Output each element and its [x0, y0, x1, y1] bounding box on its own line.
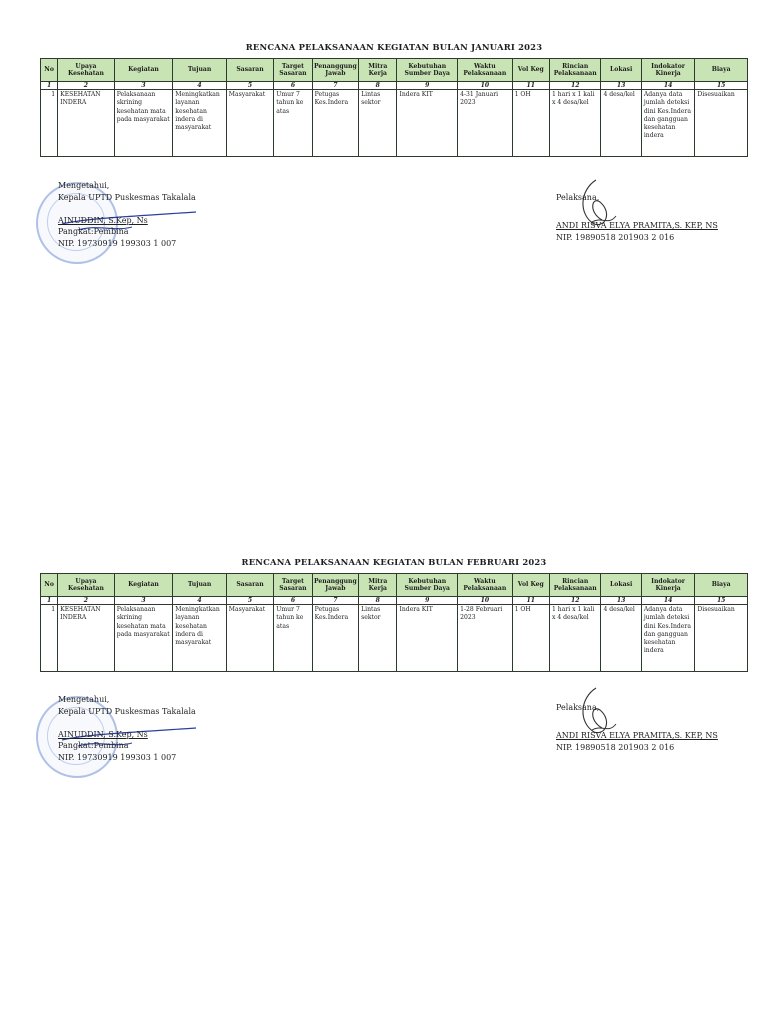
cell-no: 1: [41, 605, 58, 672]
col-header-upaya: Upaya Kesehatan: [58, 59, 115, 82]
col-header-rincian: Rincian Pelaksanaan: [549, 59, 601, 82]
col-number: 11: [512, 82, 549, 90]
cell-waktu: 4-31 Januari 2023: [458, 90, 513, 157]
col-number: 13: [601, 82, 641, 90]
col-number: 15: [695, 597, 748, 605]
executor-label: Pelaksana,: [556, 193, 600, 202]
executor-name: ANDI RISVA ELYA PRAMITA,S. KEP, NS: [556, 730, 718, 740]
col-header-tujuan: Tujuan: [173, 574, 227, 597]
cell-biaya: Disesuaikan: [695, 90, 748, 157]
col-header-waktu: Waktu Pelaksanaan: [458, 59, 513, 82]
col-header-penanggung: Penanggung Jawab: [312, 59, 358, 82]
executor-nip: NIP. 19890518 201903 2 016: [556, 742, 675, 752]
col-number: 3: [114, 82, 173, 90]
col-header-kebutuhan: Kebutuhan Sumber Daya: [397, 59, 458, 82]
col-number: 6: [274, 597, 312, 605]
plan-section-january: [40, 42, 748, 157]
col-number: 8: [359, 82, 397, 90]
cell-sasaran: Masyarakat: [226, 90, 273, 157]
right-signature-block: [556, 702, 718, 753]
col-header-sasaran: Sasaran: [226, 59, 273, 82]
col-number: 7: [312, 597, 358, 605]
cell-indikator: Adanya data jumlah deteksi dini Kes.Indera dan gangguan kesehatan indera: [641, 90, 695, 157]
cell-upaya: KESEHATAN INDERA: [58, 90, 115, 157]
col-header-tujuan: Tujuan: [173, 59, 227, 82]
col-number: 1: [41, 82, 58, 90]
col-header-biaya: Biaya: [695, 59, 748, 82]
head-rank: Pangkat:Pembina: [58, 227, 129, 237]
plan-section-february: [40, 557, 748, 672]
cell-volkeg: 1 OH: [512, 605, 549, 672]
col-header-no: No: [41, 59, 58, 82]
col-number: 2: [58, 597, 115, 605]
left-signature-block: [58, 694, 196, 764]
column-number-row: [41, 82, 748, 90]
col-number: 1: [41, 597, 58, 605]
header-row: [41, 574, 748, 597]
left-signature-block: [58, 180, 196, 250]
cell-tujuan: Meningkatkan layanan kesehatan indera di masyarakat: [173, 605, 227, 672]
col-header-indikator: Indokator Kinerja: [641, 574, 695, 597]
col-header-volkeg: Vol Keg: [512, 59, 549, 82]
cell-target: Umur 7 tahun ke atas: [274, 605, 312, 672]
cell-waktu: 1-28 Februari 2023: [458, 605, 513, 672]
col-number: 13: [601, 597, 641, 605]
col-number: 6: [274, 82, 312, 90]
col-number: 15: [695, 82, 748, 90]
col-header-kegiatan: Kegiatan: [114, 574, 173, 597]
col-number: 11: [512, 597, 549, 605]
section-title: RENCANA PELAKSANAAN KEGIATAN BULAN FEBRUARI 2023: [241, 557, 547, 567]
col-header-lokasi: Lokasi: [601, 59, 641, 82]
col-number: 14: [641, 82, 695, 90]
cell-kebutuhan: Indera KIT: [397, 90, 458, 157]
head-name: AINUDDIN, S.Kep, Ns: [58, 729, 148, 739]
col-header-volkeg: Vol Keg: [512, 574, 549, 597]
col-number: 3: [114, 597, 173, 605]
cell-target: Umur 7 tahun ke atas: [274, 90, 312, 157]
col-number: 7: [312, 82, 358, 90]
executor-name: ANDI RISVA ELYA PRAMITA,S. KEP, NS: [556, 220, 718, 230]
col-header-lokasi: Lokasi: [601, 574, 641, 597]
head-title: Kepala UPTD Puskesmas Takalala: [58, 706, 196, 716]
head-title: Kepala UPTD Puskesmas Takalala: [58, 192, 196, 202]
acknowledged-label: Mengetahui,: [58, 695, 110, 704]
cell-penanggung: Petugas Kes.Indera: [312, 90, 358, 157]
col-header-waktu: Waktu Pelaksanaan: [458, 574, 513, 597]
col-number: 9: [397, 597, 458, 605]
cell-mitra: Lintas sektor: [359, 90, 397, 157]
cell-no: 1: [41, 90, 58, 157]
cell-mitra: Lintas sektor: [359, 605, 397, 672]
column-number-row: [41, 597, 748, 605]
cell-upaya: KESEHATAN INDERA: [58, 605, 115, 672]
section-title: RENCANA PELAKSANAAN KEGIATAN BULAN JANUARI 2023: [245, 42, 543, 52]
col-header-indikator: Indokator Kinerja: [641, 59, 695, 82]
cell-kegiatan: Pelaksanaan skrining kesehatan mata pada masyarakat: [114, 90, 173, 157]
col-header-kegiatan: Kegiatan: [114, 59, 173, 82]
col-number: 4: [173, 597, 227, 605]
col-number: 10: [458, 82, 513, 90]
acknowledged-label: Mengetahui,: [58, 181, 110, 190]
col-header-target: Target Sasaran: [274, 59, 312, 82]
col-number: 8: [359, 597, 397, 605]
col-number: 5: [226, 597, 273, 605]
head-name: AINUDDIN, S.Kep, Ns: [58, 215, 148, 225]
col-header-kebutuhan: Kebutuhan Sumber Daya: [397, 574, 458, 597]
cell-biaya: Disesuaikan: [695, 605, 748, 672]
col-header-mitra: Mitra Kerja: [359, 59, 397, 82]
col-header-no: No: [41, 574, 58, 597]
cell-tujuan: Meningkatkan layanan kesehatan indera di masyarakat: [173, 90, 227, 157]
cell-rincian: 1 hari x 1 kali x 4 desa/kel: [549, 605, 601, 672]
cell-sasaran: Masyarakat: [226, 605, 273, 672]
col-number: 5: [226, 82, 273, 90]
cell-rincian: 1 hari x 1 kali x 4 desa/kel: [549, 90, 601, 157]
cell-kegiatan: Pelaksanaan skrining kesehatan mata pada masyarakat: [114, 605, 173, 672]
col-header-mitra: Mitra Kerja: [359, 574, 397, 597]
header-row: [41, 59, 748, 82]
col-number: 9: [397, 82, 458, 90]
cell-volkeg: 1 OH: [512, 90, 549, 157]
col-number: 4: [173, 82, 227, 90]
cell-indikator: Adanya data jumlah deteksi dini Kes.Indera dan gangguan kesehatan indera: [641, 605, 695, 672]
col-header-upaya: Upaya Kesehatan: [58, 574, 115, 597]
col-number: 12: [549, 82, 601, 90]
col-number: 12: [549, 597, 601, 605]
col-header-penanggung: Penanggung Jawab: [312, 574, 358, 597]
col-header-rincian: Rincian Pelaksanaan: [549, 574, 601, 597]
col-number: 10: [458, 597, 513, 605]
cell-lokasi: 4 desa/kel: [601, 605, 641, 672]
cell-penanggung: Petugas Kes.Indera: [312, 605, 358, 672]
right-signature-block: [556, 192, 718, 243]
table-row: [41, 605, 748, 672]
plan-table: [40, 573, 748, 672]
head-rank: Pangkat:Pembina: [58, 741, 129, 751]
col-number: 14: [641, 597, 695, 605]
col-number: 2: [58, 82, 115, 90]
executor-nip: NIP. 19890518 201903 2 016: [556, 232, 675, 242]
head-nip: NIP. 19730919 199303 1 007: [58, 239, 177, 249]
col-header-target: Target Sasaran: [274, 574, 312, 597]
col-header-sasaran: Sasaran: [226, 574, 273, 597]
table-row: [41, 90, 748, 157]
cell-lokasi: 4 desa/kel: [601, 90, 641, 157]
col-header-biaya: Biaya: [695, 574, 748, 597]
cell-kebutuhan: Indera KIT: [397, 605, 458, 672]
plan-table: [40, 58, 748, 157]
head-nip: NIP. 19730919 199303 1 007: [58, 753, 177, 763]
executor-label: Pelaksana,: [556, 703, 600, 712]
